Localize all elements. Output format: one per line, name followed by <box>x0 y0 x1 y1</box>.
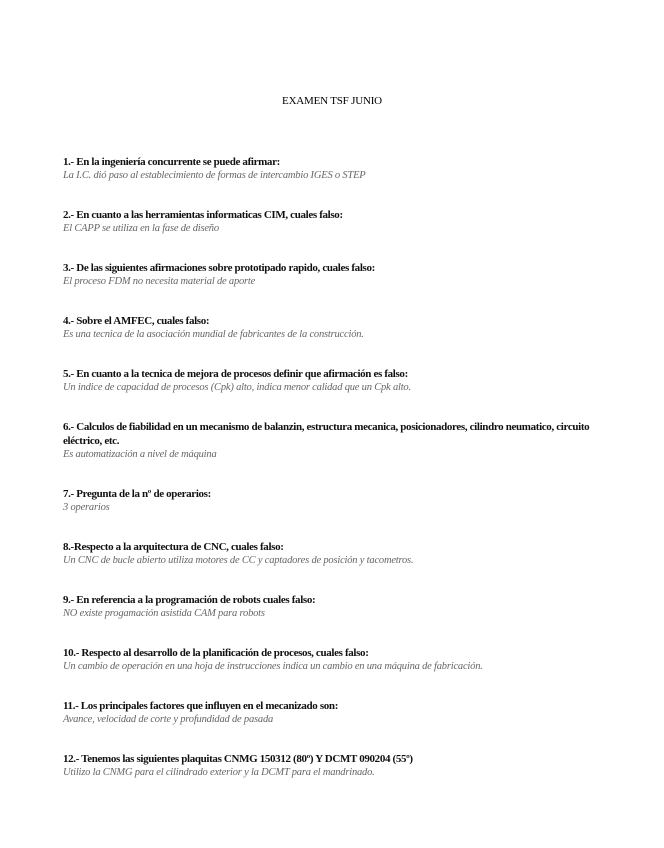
question-item-10 <box>63 646 603 674</box>
answer-text: Un cambio de operación en una hoja de instrucciones indica un cambio en una máquina de fabricación. <box>63 661 483 672</box>
question-text: 4.- Sobre el AMFEC, cuales falso: <box>63 315 210 327</box>
question-text: 3.- De las siguientes afirmaciones sobre prototipado rapido, cuales falso: <box>63 262 375 274</box>
question-text: 1.- En la ingeniería concurrente se puede afirmar: <box>63 156 280 168</box>
question-text: 11.- Los principales factores que influyen en el mecanizado son: <box>63 700 339 712</box>
answer-text: Avance, velocidad de corte y profundidad de pasada <box>63 714 274 725</box>
question-item-3 <box>63 261 603 289</box>
question-text: 7.- Pregunta de la nº de operarios: <box>63 488 211 500</box>
question-text: 5.- En cuanto a la tecnica de mejora de procesos definir que afirmación es falso: <box>63 368 408 380</box>
question-item-7 <box>63 487 603 515</box>
question-text: 8.-Respecto a la arquitectura de CNC, cuales falso: <box>63 541 284 553</box>
answer-text: La I.C. dió paso al establecimiento de formas de intercambio IGES o STEP <box>63 170 366 181</box>
question-item-8 <box>63 540 603 568</box>
question-item-4 <box>63 314 603 342</box>
question-item-12 <box>63 752 603 780</box>
answer-text: Es automatización a nivel de máquina <box>63 449 217 460</box>
question-item-2 <box>63 208 603 236</box>
question-text: 6.- Calculos de fiabilidad en un mecanismo de balanzin, estructura mecanica, posicionadores, cilindro neumatico, circuito eléctrico, etc. <box>63 421 590 447</box>
question-text: 10.- Respecto al desarrollo de la planificación de procesos, cuales falso: <box>63 647 369 659</box>
answer-text: NO existe progamación asistida CAM para robots <box>63 608 265 619</box>
question-item-11 <box>63 699 603 727</box>
question-text: 2.- En cuanto a las herramientas informaticas CIM, cuales falso: <box>63 209 343 221</box>
question-list <box>63 155 603 780</box>
answer-text: Un CNC de bucle abierto utiliza motores de CC y captadores de posición y tacometros. <box>63 555 414 566</box>
answer-text: El proceso FDM no necesita material de aporte <box>63 276 256 287</box>
question-text: 9.- En referencia a la programación de robots cuales falso: <box>63 594 316 606</box>
question-item-5 <box>63 367 603 395</box>
answer-text: Es una tecnica de la asociación mundial de fabricantes de la construcción. <box>63 329 364 340</box>
question-text: 12.- Tenemos las siguientes plaquitas CNMG 150312 (80º) Y DCMT 090204 (55º) <box>63 753 413 765</box>
answer-text: Utilizo la CNMG para el cilindrado exterior y la DCMT para el mandrinado. <box>63 767 375 778</box>
exam-title: EXAMEN TSF JUNIO <box>282 95 382 107</box>
question-item-1 <box>63 155 603 183</box>
question-item-6 <box>63 420 603 462</box>
answer-text: 3 operarios <box>63 502 110 513</box>
answer-text: El CAPP se utiliza en la fase de diseño <box>63 223 219 234</box>
question-item-9 <box>63 593 603 621</box>
answer-text: Un indice de capacidad de procesos (Cpk) alto, indica menor calidad que un Cpk alto. <box>63 382 411 393</box>
